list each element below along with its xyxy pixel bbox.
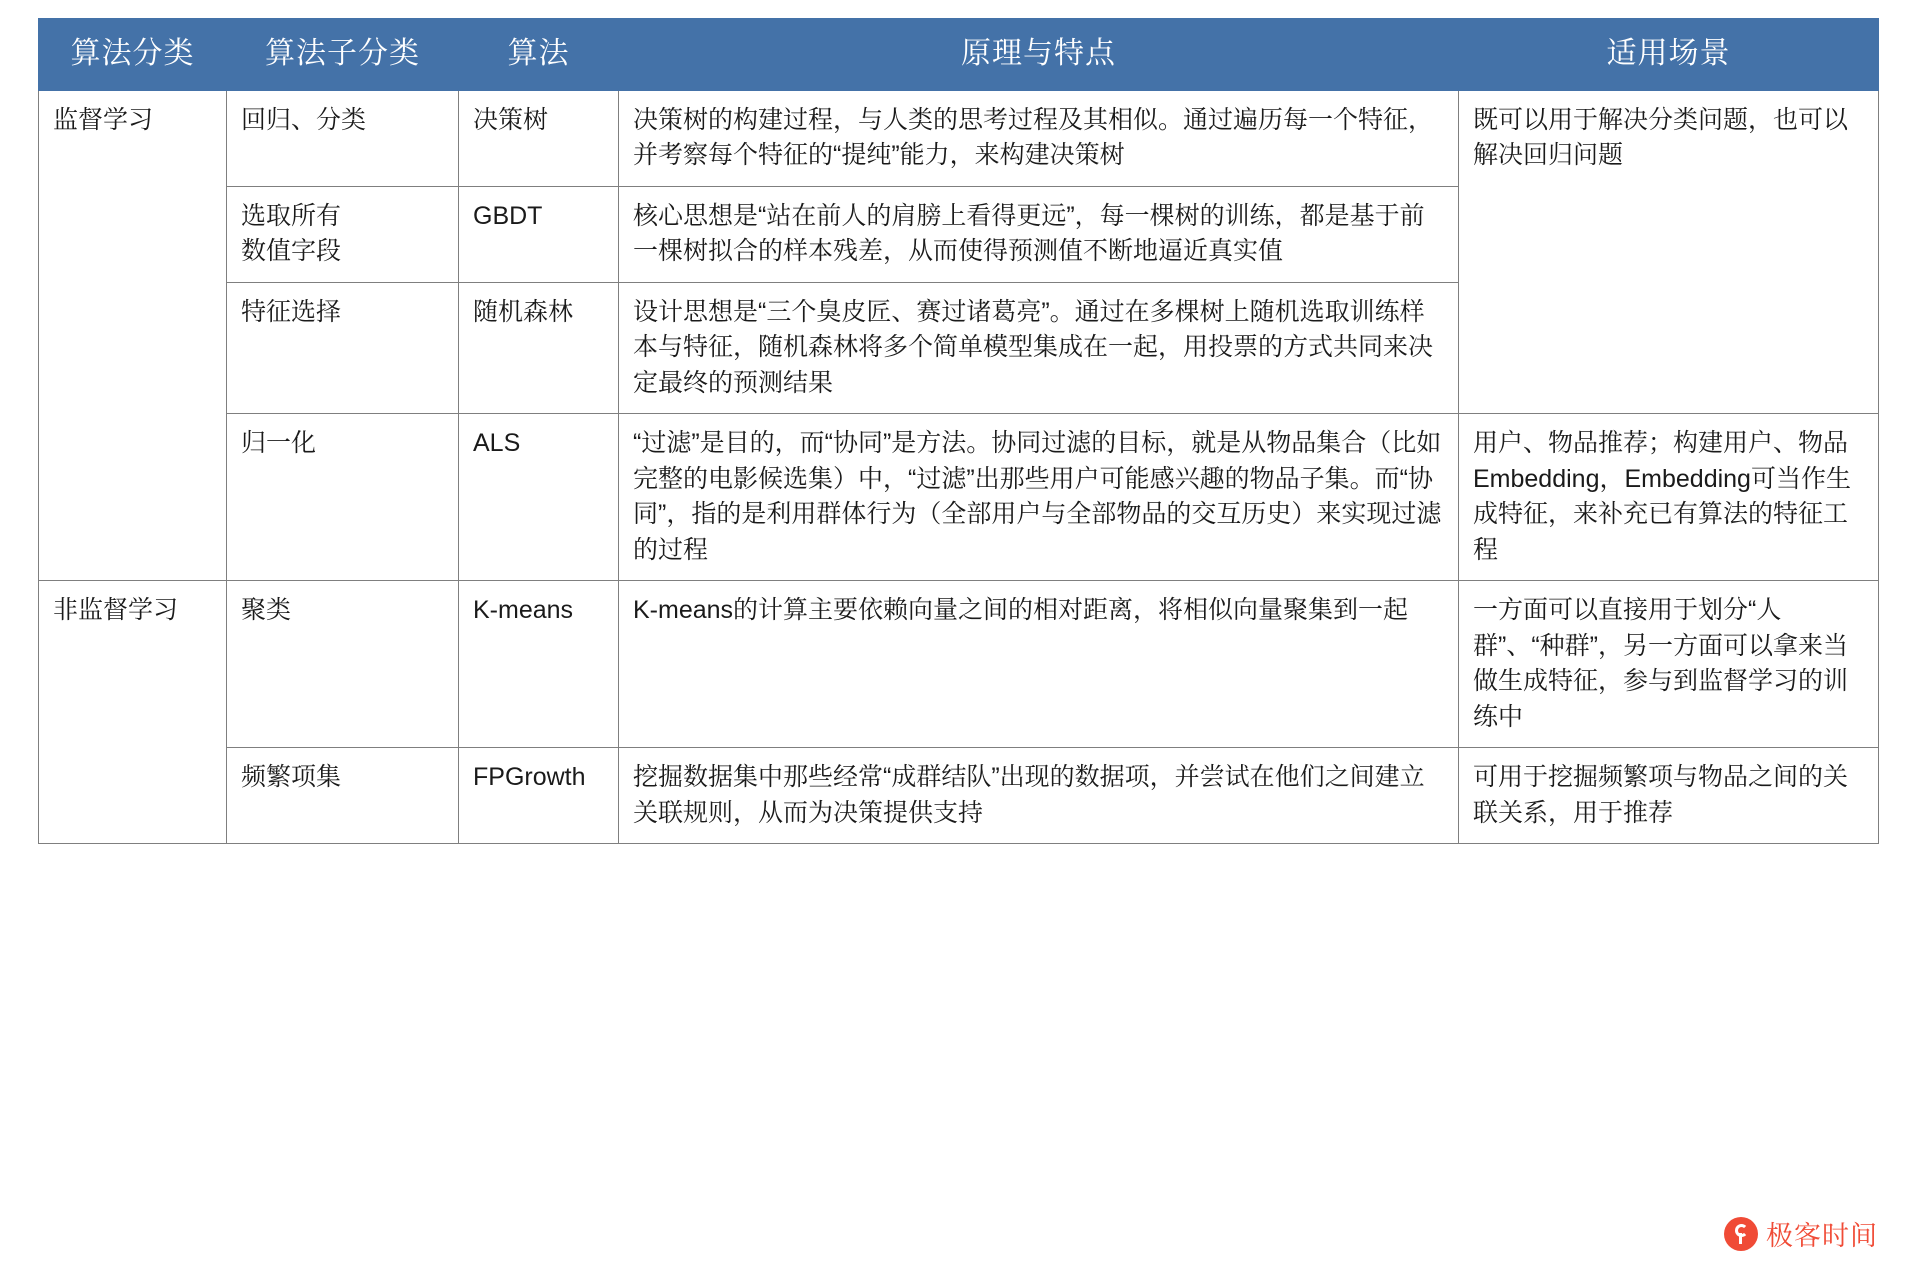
cell-scene: 既可以用于解决分类问题，也可以解决回归问题 <box>1459 90 1879 414</box>
cell-scene: 一方面可以直接用于划分“人群”、“种群”，另一方面可以拿来当做生成特征，参与到监督学习的训练中 <box>1459 581 1879 748</box>
table-row <box>39 414 1879 581</box>
table-row <box>39 581 1879 748</box>
cell-principle: 设计思想是“三个臭皮匠、赛过诸葛亮”。通过在多棵树上随机选取训练样本与特征，随机森林将多个简单模型集成在一起，用投票的方式共同来决定最终的预测结果 <box>619 282 1459 414</box>
cell-algorithm: 决策树 <box>459 90 619 186</box>
cell-principle: “过滤”是目的，而“协同”是方法。协同过滤的目标，就是从物品集合（比如完整的电影候选集）中，“过滤”出那些用户可能感兴趣的物品子集。而“协同”，指的是利用群体行为（全部用户与全部物品的交互历史）来实现过滤的过程 <box>619 414 1459 581</box>
cell-principle: K-means的计算主要依赖向量之间的相对距离，将相似向量聚集到一起 <box>619 581 1459 748</box>
cell-algorithm: ALS <box>459 414 619 581</box>
table-row <box>39 748 1879 844</box>
cell-subcategory: 归一化 <box>227 414 459 581</box>
column-header-category: 算法分类 <box>39 19 227 91</box>
table-body <box>39 90 1879 844</box>
cell-principle: 挖掘数据集中那些经常“成群结队”出现的数据项，并尝试在他们之间建立关联规则，从而为决策提供支持 <box>619 748 1459 844</box>
geekbang-logo-icon <box>1724 1217 1758 1251</box>
document-page <box>38 18 1878 844</box>
column-header-algorithm: 算法 <box>459 19 619 91</box>
cell-principle: 核心思想是“站在前人的肩膀上看得更远”，每一棵树的训练，都是基于前一棵树拟合的样本残差，从而使得预测值不断地逼近真实值 <box>619 186 1459 282</box>
cell-scene: 用户、物品推荐；构建用户、物品Embedding，Embedding可当作生成特征，来补充已有算法的特征工程 <box>1459 414 1879 581</box>
column-header-principle: 原理与特点 <box>619 19 1459 91</box>
algorithm-table <box>38 18 1879 844</box>
cell-subcategory <box>227 186 459 282</box>
cell-category-supervised: 监督学习 <box>39 90 227 581</box>
brand-logo <box>1724 1214 1878 1253</box>
cell-algorithm: K-means <box>459 581 619 748</box>
table-row <box>39 90 1879 186</box>
cell-algorithm: FPGrowth <box>459 748 619 844</box>
table-header-row <box>39 19 1879 91</box>
column-header-scene: 适用场景 <box>1459 19 1879 91</box>
brand-logo-text: 极客时间 <box>1766 1221 1878 1251</box>
column-header-subcategory: 算法子分类 <box>227 19 459 91</box>
cell-subcategory: 聚类 <box>227 581 459 748</box>
cell-category-unsupervised: 非监督学习 <box>39 581 227 844</box>
cell-principle: 决策树的构建过程，与人类的思考过程及其相似。通过遍历每一个特征，并考察每个特征的“提纯”能力，来构建决策树 <box>619 90 1459 186</box>
table-header <box>39 19 1879 91</box>
cell-scene: 可用于挖掘频繁项与物品之间的关联关系，用于推荐 <box>1459 748 1879 844</box>
cell-subcategory-line2: 数值字段 <box>241 237 342 266</box>
cell-subcategory: 回归、分类 <box>227 90 459 186</box>
cell-subcategory: 频繁项集 <box>227 748 459 844</box>
cell-subcategory-line1: 选取所有 <box>241 201 342 230</box>
cell-subcategory: 特征选择 <box>227 282 459 414</box>
cell-algorithm: 随机森林 <box>459 282 619 414</box>
cell-algorithm: GBDT <box>459 186 619 282</box>
